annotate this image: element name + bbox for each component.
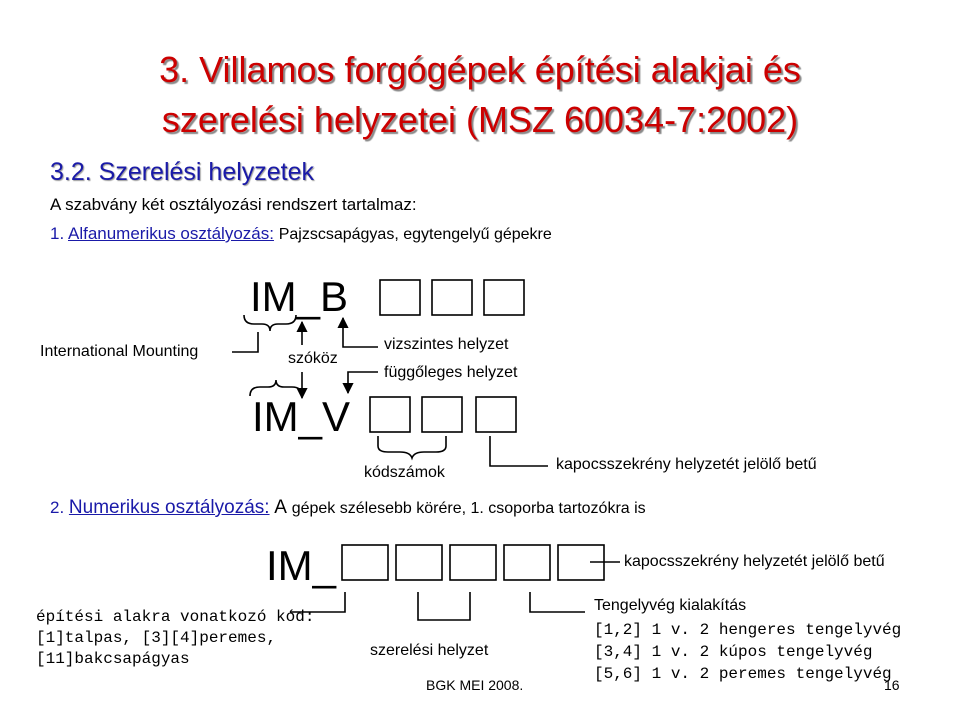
code-im-v: IM_V — [252, 393, 351, 440]
intro-text: A szabvány két osztályozási rendszert tartalmaz: — [50, 195, 417, 214]
title-line-1: 3. Villamos forgógépek építési alakjai és — [159, 49, 801, 90]
code-box-b-2 — [432, 280, 472, 315]
subtitle: 3.2. Szerelési helyzetek — [50, 158, 315, 186]
code-box-v-1 — [370, 397, 410, 432]
kodszamok-label: kódszámok — [364, 464, 445, 481]
szerelesi-label: szerelési helyzet — [370, 642, 489, 659]
arrow-vizszintes — [343, 318, 378, 347]
page-number: 16 — [884, 677, 900, 693]
code-box-v-2 — [422, 397, 462, 432]
code-box-2-4 — [504, 545, 550, 580]
tengelyveg-line-2: [3,4] 1 v. 2 kúpos tengelyvég — [594, 643, 873, 661]
footer-text: BGK MEI 2008. — [426, 677, 524, 693]
item-2 — [50, 497, 646, 519]
code-box-2-3 — [450, 545, 496, 580]
code-im-b: IM_B — [250, 273, 349, 320]
title-line-2: szerelési helyzetei (MSZ 60034-7:2002) — [161, 99, 799, 140]
code-box-b-3 — [484, 280, 524, 315]
item-1-number: 1. — [50, 224, 65, 243]
line-tengelyveg — [530, 592, 585, 612]
kapocs-label-1: kapocsszekrény helyzetét jelölő betű — [556, 456, 817, 473]
brace-kodszamok — [378, 436, 446, 458]
code-box-v-3 — [476, 397, 516, 432]
line-international — [232, 332, 258, 352]
tengelyveg-title: Tengelyvég kialakítás — [594, 597, 747, 614]
kapocs-label-2: kapocsszekrény helyzetét jelölő betű — [624, 553, 885, 570]
szokoz-label: szóköz — [288, 350, 338, 367]
code-box-b-1 — [380, 280, 420, 315]
epitesi-line-2: [1]talpas, [3][4]peremes, — [36, 629, 277, 647]
code-im-numeric: IM_ — [266, 542, 337, 589]
line-szerelesi — [418, 592, 470, 620]
epitesi-line-3: [11]bakcsapágyas — [36, 650, 190, 668]
code-box-2-2 — [396, 545, 442, 580]
item-1-label: Alfanumerikus osztályozás: — [67, 224, 274, 243]
fuggoleges-label: függőleges helyzet — [384, 364, 518, 381]
arrow-fuggoleges — [348, 372, 378, 393]
tengelyveg-line-3: [5,6] 1 v. 2 peremes tengelyvég — [594, 665, 892, 683]
item-2-desc: gépek szélesebb körére, 1. csoporba tartozókra is — [291, 500, 646, 517]
item-2-number: 2. — [50, 498, 65, 517]
tengelyveg-line-1: [1,2] 1 v. 2 hengeres tengelyvég — [594, 621, 902, 639]
international-mounting-label: International Mounting — [40, 343, 199, 360]
epitesi-line-1: építési alakra vonatkozó kód: — [36, 608, 315, 626]
item-2-label: Numerikus osztályozás: — [68, 497, 270, 518]
line-kapocs-1 — [490, 436, 548, 466]
code-box-2-1 — [342, 545, 388, 580]
item-1-desc: Pajzscsapágyas, egytengelyű gépekre — [278, 226, 552, 243]
vizszintes-label: vizszintes helyzet — [384, 336, 509, 353]
item-2-lead: A — [274, 497, 287, 518]
